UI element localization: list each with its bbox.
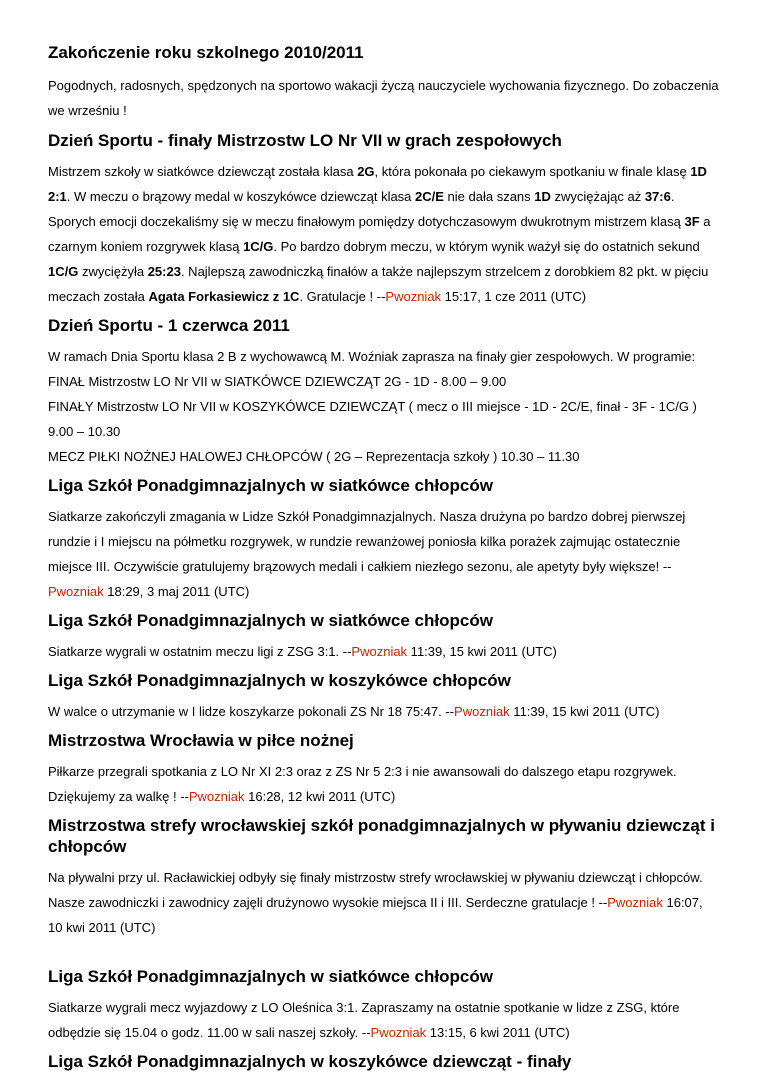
section-title: Liga Szkół Ponadgimnazjalnych w siatkówce chłopców [48,476,493,495]
user-link[interactable]: Pwozniak [48,584,104,599]
section-text: Siatkarze wygrali mecz wyjazdowy z LO Oleśnica 3:1. Zapraszamy na ostatnie spotkanie w lidze z ZSG, które odbędzie się 15.04 o godz. 11.00 w sali naszej szkoły. --Pwozniak 13:15, 6 kwi 2011 (UTC) [48,1000,680,1040]
section-line: FINAŁY Mistrzostw LO Nr VII w KOSZYKÓWCE DZIEWCZĄT ( mecz o III miejsce - 1D - 2C/E, finał - 3F - 1C/G ) 9.00 – 10.30 [48,399,697,439]
section-text: Mistrzem szkoły w siatkówce dziewcząt została klasa 2G, która pokonała po ciekawym spotkaniu w finale klasę 1D 2:1. W meczu o brązowy medal w koszykówce dziewcząt klasa 2C/E nie dała szans 1D zwyciężając aż 37:6. Sporych emocji doczekaliśmy się w meczu finałowym pomiędzy dotychczasowym dwukrotnym mistrzem klasą 3F a czarnym koniem rozgrywek klasą 1C/G. Po bardzo dobrym meczu, w którym wynik ważył się do ostatnich sekund 1C/G zwyciężyła 25:23. Najlepszą zawodniczką finałów a także najlepszym strzelcem z dorobkiem 82 pkt. w pięciu meczach została Agata Forkasiewicz z 1C. Gratulacje ! --Pwozniak 15:17, 1 cze 2011 (UTC) [48,164,711,304]
user-link[interactable]: Pwozniak [454,704,510,719]
user-link[interactable]: Pwozniak [607,895,663,910]
section-line: MECZ PIŁKI NOŻNEJ HALOWEJ CHŁOPCÓW ( 2G – Reprezentacja szkoły ) 10.30 – 11.30 [48,449,580,464]
section-title: Liga Szkół Ponadgimnazjalnych w siatkówce chłopców [48,967,493,986]
section-text: Piłkarze przegrali spotkania z LO Nr XI 2:3 oraz z ZS Nr 5 2:3 i nie awansowali do dalszego etapu rozgrywek. Dziękujemy za walkę ! --Pwozniak 16:28, 12 kwi 2011 (UTC) [48,764,677,804]
user-link[interactable]: Pwozniak [385,289,442,304]
section-title: Mistrzostwa Wrocławia w piłce nożnej [48,731,354,750]
user-link[interactable]: Pwozniak [188,789,245,804]
section-line: W ramach Dnia Sportu klasa 2 B z wychowawcą M. Woźniak zaprasza na finały gier zespołowych. W programie: [48,349,696,364]
section-title: Mistrzostwa strefy wrocławskiej szkół ponadgimnazjalnych w pływaniu dziewcząt i chłopców [48,816,715,856]
section-title: Liga Szkół Ponadgimnazjalnych w siatkówce chłopców [48,611,493,630]
section-text: Pogodnych, radosnych, spędzonych na sportowo wakacji życzą nauczyciele wychowania fizycznego. Do zobaczenia we wrześniu ! [48,78,719,118]
section-line: FINAŁ Mistrzostw LO Nr VII w SIATKÓWCE DZIEWCZĄT 2G - 1D - 8.00 – 9.00 [48,374,507,389]
section-title: Dzień Sportu - finały Mistrzostw LO Nr VII w grach zespołowych [48,131,562,150]
section-text: Siatkarze zakończyli zmagania w Lidze Szkół Ponadgimnazjalnych. Nasza drużyna po bardzo dobrej pierwszej rundzie i I miejscu na półmetku rozgrywek, w rundzie rewanżowej poniosła kilka porażek zajmując ostatecznie miejsce III. Oczywiście gratulujemy brązowych medali i całkiem niezłego sezonu, ale apetyty były większe! --Pwozniak 18:29, 3 maj 2011 (UTC) [48,509,686,599]
user-link[interactable]: Pwozniak [351,644,408,659]
section-text: W walce o utrzymanie w I lidze koszykarze pokonali ZS Nr 18 75:47. --Pwozniak 11:39, 15 kwi 2011 (UTC) [48,704,660,719]
section-title: Zakończenie roku szkolnego 2010/2011 [48,43,364,62]
section-text: Siatkarze wygrali w ostatnim meczu ligi z ZSG 3:1. --Pwozniak 11:39, 15 kwi 2011 (UTC) [48,644,557,659]
section-text: Na pływalni przy ul. Racławickiej odbyły się finały mistrzostw strefy wrocławskiej w pływaniu dziewcząt i chłopców. Nasze zawodniczki i zawodnicy zajęli drużynowo wysokie miejsca II i III. Serdeczne gratulacje ! --Pwozniak 16:07, 10 kwi 2011 (UTC) [48,870,703,935]
section-title: Liga Szkół Ponadgimnazjalnych w koszykówce chłopców [48,671,511,690]
section-title: Liga Szkół Ponadgimnazjalnych w koszykówce dziewcząt - finały [48,1052,572,1071]
user-link[interactable]: Pwozniak [370,1025,427,1040]
section-title: Dzień Sportu - 1 czerwca 2011 [48,316,290,335]
